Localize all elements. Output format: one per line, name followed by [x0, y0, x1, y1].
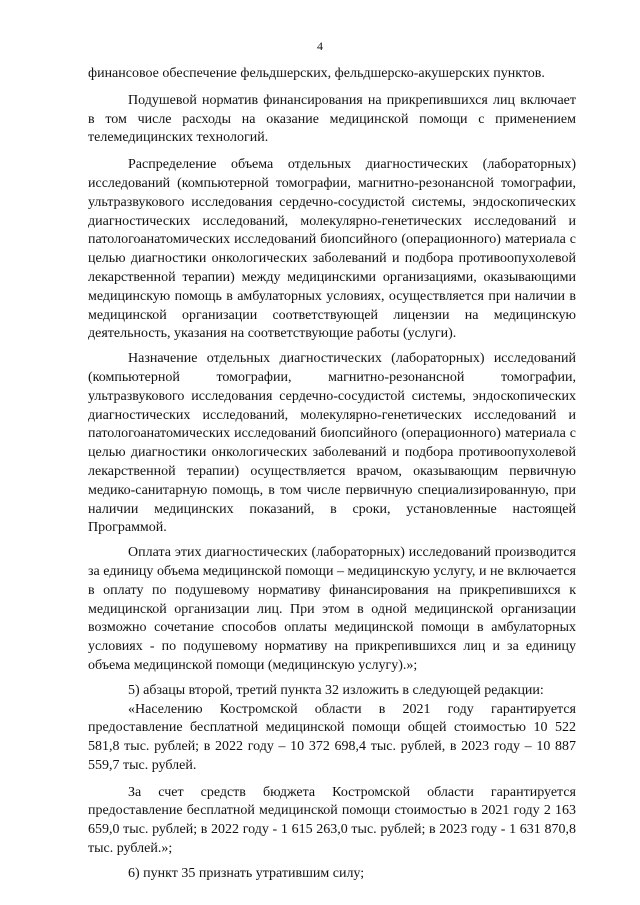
- paragraph: «Населению Костромской области в 2021 году гарантируется предоставление бесплатной медицинской помощи общей стоимостью 10 522 581,8 тыс. рублей; в 2022 году – 10 372 698,4 тыс. рублей, в 2023 году – 10 887 559,7 тыс. рублей.: [88, 701, 576, 773]
- paragraph: Назначение отдельных диагностических (лабораторных) исследований (компьютерной томографии, магнитно-резонансной томографии, ультразвукового исследования сердечно-сосудистой системы, эндоскопических диагностических исследований, молекулярно-генетических исследований и патологоанатомических исследований биопсийного (операционного) материала с целью диагностики онкологических заболеваний и подбора противоопухолевой лекарственной терапии) осуществляется врачом, оказывающим первичную медико-санитарную помощь, в том числе первичную специализированную, при наличии медицинских показаний, в сроки, установленные настоящей Программой.: [88, 351, 576, 536]
- paragraph: За счет средств бюджета Костромской области гарантируется предоставление бесплатной медицинской помощи стоимостью в 2021 году 2 163 659,0 тыс. рублей; в 2022 году - 1 615 263,0 тыс. рублей; в 2023 году - 1 631 870,8 тыс. рублей.»;: [88, 784, 576, 857]
- paragraph: 5) абзацы второй, третий пункта 32 изложить в следующей редакции:: [128, 682, 544, 698]
- page-number: 4: [317, 39, 323, 53]
- paragraph: 6) пункт 35 признать утратившим силу;: [128, 865, 365, 881]
- paragraph: Подушевой норматив финансирования на прикрепившихся лиц включает в том числе расходы на оказание медицинской помощи с применением телемедицинских технологий.: [88, 92, 576, 146]
- paragraph: Распределение объема отдельных диагностических (лабораторных) исследований (компьютерной томографии, магнитно-резонансной томографии, ультразвукового исследования сердечно-сосудистой системы, эндоскопических диагностических исследований, молекулярно-генетических исследований и патологоанатомических исследований биопсийного (операционного) материала с целью диагностики онкологических заболеваний и подбора противоопухолевой лекарственной терапии) между медицинскими организациями, оказывающими медицинскую помощь в амбулаторных условиях, осуществляется при наличии в медицинской организации соответствующей лицензии на медицинскую деятельность, указания на соответствующие работы (услуги).: [88, 157, 576, 342]
- paragraph: финансовое обеспечение фельдшерских, фельдшерско-акушерских пунктов.: [88, 66, 545, 81]
- document-body: [88, 65, 576, 884]
- paragraph: Оплата этих диагностических (лабораторных) исследований производится за единицу объема медицинской помощи – медицинскую услугу, и не включается в оплату по подушевому нормативу финансирования на прикрепившихся к медицинской организации лиц. При этом в одной медицинской организации возможно сочетание способов оплаты медицинской помощи в амбулаторных условиях - по подушевому нормативу на прикрепившихся лиц и за единицу объема медицинской помощи (медицинскую услугу).»;: [88, 545, 576, 673]
